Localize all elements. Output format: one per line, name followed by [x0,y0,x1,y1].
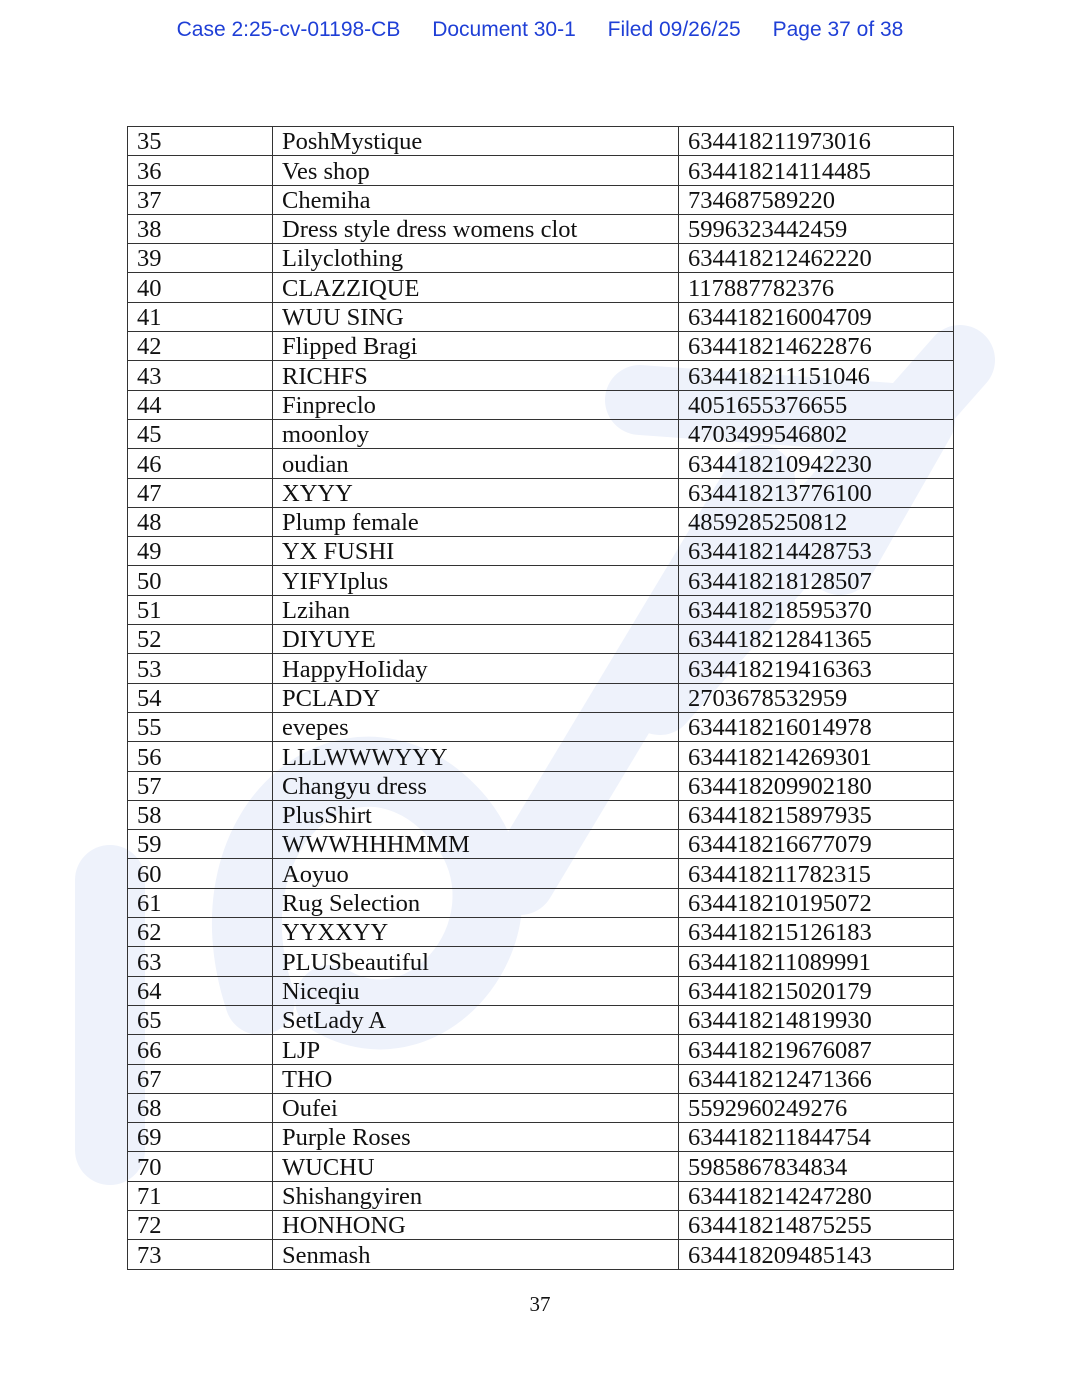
seller-name-cell: oudian [273,449,679,478]
table-row [128,419,954,448]
seller-name-cell: YYXXYY [273,918,679,947]
row-number-cell: 60 [128,859,273,888]
table-row [128,742,954,771]
seller-name-cell: Dress style dress womens clot [273,214,679,243]
row-number-cell: 41 [128,302,273,331]
ecf-header [0,18,1080,42]
seller-id-cell: 634418214428753 [679,537,954,566]
seller-name-cell: Lzihan [273,595,679,624]
table-row [128,859,954,888]
row-number-cell: 52 [128,625,273,654]
seller-id-cell: 634418211089991 [679,947,954,976]
seller-id-cell: 634418210942230 [679,449,954,478]
seller-name-cell: LJP [273,1035,679,1064]
row-number-cell: 68 [128,1093,273,1122]
row-number-cell: 55 [128,712,273,741]
row-number-cell: 61 [128,888,273,917]
table-row [128,361,954,390]
seller-name-cell: HONHONG [273,1210,679,1239]
seller-name-cell: Finpreclo [273,390,679,419]
seller-id-cell: 5996323442459 [679,214,954,243]
table-row [128,302,954,331]
seller-id-cell: 634418212841365 [679,625,954,654]
row-number-cell: 64 [128,976,273,1005]
seller-name-cell: LLLWWWYYY [273,742,679,771]
row-number-cell: 65 [128,1005,273,1034]
table-row [128,1035,954,1064]
table-row [128,888,954,917]
table-row [128,1093,954,1122]
table-row [128,683,954,712]
seller-name-cell: HappyHoIiday [273,654,679,683]
seller-name-cell: Ves shop [273,156,679,185]
row-number-cell: 71 [128,1181,273,1210]
table-row [128,478,954,507]
seller-id-cell: 634418211782315 [679,859,954,888]
seller-name-cell: PCLADY [273,683,679,712]
table-row [128,1152,954,1181]
case-number: Case 2:25-cv-01198-CB [176,18,401,41]
seller-id-cell: 117887782376 [679,273,954,302]
seller-id-cell: 734687589220 [679,185,954,214]
filed-date: Filed 09/26/25 [607,18,741,41]
seller-id-cell: 5592960249276 [679,1093,954,1122]
seller-name-cell: Purple Roses [273,1123,679,1152]
page-count: Page 37 of 38 [772,18,904,41]
seller-id-cell: 4859285250812 [679,507,954,536]
table-row [128,1181,954,1210]
seller-name-cell: WWWHHHMMM [273,830,679,859]
seller-id-cell: 634418210195072 [679,888,954,917]
seller-name-cell: WUCHU [273,1152,679,1181]
row-number-cell: 47 [128,478,273,507]
row-number-cell: 35 [128,127,273,156]
table-row [128,185,954,214]
table-row [128,800,954,829]
seller-name-cell: DIYUYE [273,625,679,654]
seller-name-cell: Senmash [273,1240,679,1269]
seller-name-cell: Niceqiu [273,976,679,1005]
table-row [128,449,954,478]
table-row [128,244,954,273]
table-row [128,566,954,595]
row-number-cell: 59 [128,830,273,859]
row-number-cell: 56 [128,742,273,771]
seller-id-cell: 634418215020179 [679,976,954,1005]
seller-id-cell: 634418214819930 [679,1005,954,1034]
row-number-cell: 54 [128,683,273,712]
seller-id-cell: 634418212471366 [679,1064,954,1093]
defendants-table-container [127,126,953,1270]
row-number-cell: 39 [128,244,273,273]
seller-id-cell: 634418215897935 [679,800,954,829]
seller-id-cell: 5985867834834 [679,1152,954,1181]
row-number-cell: 72 [128,1210,273,1239]
table-row [128,654,954,683]
seller-id-cell: 634418214269301 [679,742,954,771]
seller-id-cell: 634418211151046 [679,361,954,390]
defendants-table [127,126,954,1270]
table-row [128,918,954,947]
row-number-cell: 73 [128,1240,273,1269]
seller-id-cell: 634418216677079 [679,830,954,859]
row-number-cell: 62 [128,918,273,947]
page-number: 37 [529,1292,551,1316]
seller-name-cell: Oufei [273,1093,679,1122]
row-number-cell: 40 [128,273,273,302]
seller-id-cell: 634418216004709 [679,302,954,331]
table-row [128,1210,954,1239]
table-body [128,127,954,1270]
row-number-cell: 46 [128,449,273,478]
table-row [128,127,954,156]
seller-name-cell: moonloy [273,419,679,448]
table-row [128,712,954,741]
table-row [128,1064,954,1093]
table-row [128,156,954,185]
table-row [128,1123,954,1152]
table-row [128,214,954,243]
seller-id-cell: 634418213776100 [679,478,954,507]
seller-name-cell: WUU SING [273,302,679,331]
seller-name-cell: PoshMystique [273,127,679,156]
row-number-cell: 67 [128,1064,273,1093]
seller-id-cell: 634418214875255 [679,1210,954,1239]
seller-name-cell: THO [273,1064,679,1093]
table-row [128,595,954,624]
row-number-cell: 36 [128,156,273,185]
row-number-cell: 42 [128,332,273,361]
seller-name-cell: Shishangyiren [273,1181,679,1210]
table-row [128,625,954,654]
seller-name-cell: Aoyuo [273,859,679,888]
table-row [128,1240,954,1269]
seller-name-cell: PLUSbeautiful [273,947,679,976]
table-row [128,332,954,361]
row-number-cell: 49 [128,537,273,566]
row-number-cell: 43 [128,361,273,390]
seller-name-cell: Chemiha [273,185,679,214]
table-row [128,390,954,419]
table-row [128,947,954,976]
seller-id-cell: 634418215126183 [679,918,954,947]
row-number-cell: 63 [128,947,273,976]
seller-name-cell: RICHFS [273,361,679,390]
seller-id-cell: 4703499546802 [679,419,954,448]
seller-name-cell: SetLady A [273,1005,679,1034]
table-row [128,830,954,859]
seller-id-cell: 634418214114485 [679,156,954,185]
seller-name-cell: Changyu dress [273,771,679,800]
row-number-cell: 53 [128,654,273,683]
seller-name-cell: evepes [273,712,679,741]
seller-id-cell: 634418218128507 [679,566,954,595]
seller-id-cell: 2703678532959 [679,683,954,712]
seller-id-cell: 634418214622876 [679,332,954,361]
row-number-cell: 51 [128,595,273,624]
row-number-cell: 69 [128,1123,273,1152]
seller-name-cell: Lilyclothing [273,244,679,273]
seller-id-cell: 634418214247280 [679,1181,954,1210]
seller-id-cell: 634418211973016 [679,127,954,156]
seller-name-cell: Plump female [273,507,679,536]
row-number-cell: 44 [128,390,273,419]
row-number-cell: 70 [128,1152,273,1181]
seller-id-cell: 634418211844754 [679,1123,954,1152]
seller-id-cell: 634418212462220 [679,244,954,273]
table-row [128,1005,954,1034]
table-row [128,537,954,566]
seller-name-cell: Rug Selection [273,888,679,917]
seller-id-cell: 634418209902180 [679,771,954,800]
row-number-cell: 48 [128,507,273,536]
table-row [128,507,954,536]
seller-id-cell: 634418218595370 [679,595,954,624]
row-number-cell: 58 [128,800,273,829]
row-number-cell: 57 [128,771,273,800]
document-number: Document 30-1 [432,18,576,41]
seller-id-cell: 634418219416363 [679,654,954,683]
table-row [128,273,954,302]
row-number-cell: 37 [128,185,273,214]
row-number-cell: 66 [128,1035,273,1064]
seller-id-cell: 634418216014978 [679,712,954,741]
row-number-cell: 38 [128,214,273,243]
seller-id-cell: 634418209485143 [679,1240,954,1269]
seller-name-cell: CLAZZIQUE [273,273,679,302]
row-number-cell: 45 [128,419,273,448]
table-row [128,976,954,1005]
seller-id-cell: 4051655376655 [679,390,954,419]
seller-name-cell: Flipped Bragi [273,332,679,361]
row-number-cell: 50 [128,566,273,595]
seller-name-cell: PlusShirt [273,800,679,829]
seller-id-cell: 634418219676087 [679,1035,954,1064]
seller-name-cell: YIFYIplus [273,566,679,595]
seller-name-cell: YX FUSHI [273,537,679,566]
table-row [128,771,954,800]
seller-name-cell: XYYY [273,478,679,507]
